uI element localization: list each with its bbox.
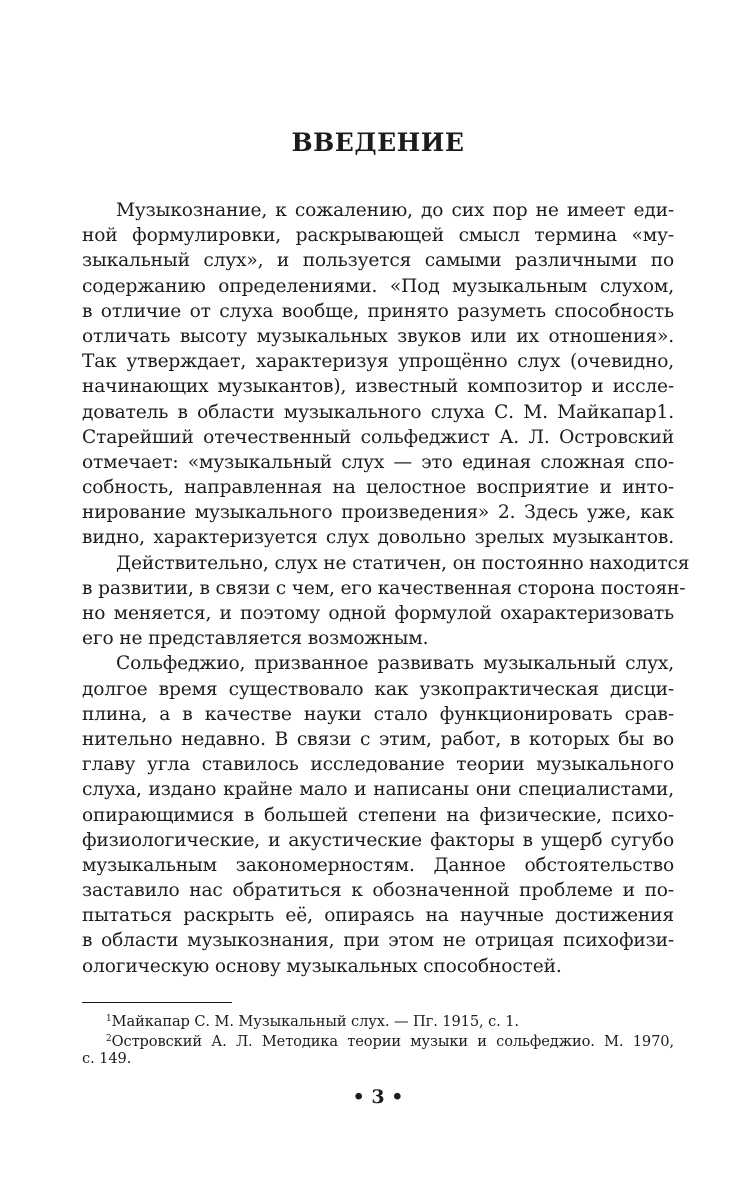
body-line: музыкальным закономерностям. Данное обстоятельство (82, 854, 674, 876)
body-line: Действительно, слух не статичен, он постоянно находится (116, 552, 690, 574)
body-line: плина, а в качестве науки стало функционировать срав- (82, 703, 674, 725)
body-line: отличать высоту музыкальных звуков или их отношения». (82, 325, 674, 347)
body-line: ной формулировки, раскрывающей смысл термина «му- (82, 225, 674, 247)
body-line: начинающих музыкантов), известный композитор и иссле- (82, 376, 674, 398)
footnote-mark: 1 (106, 1014, 112, 1024)
body-line: Музыкознание, к сожалению, до сих пор не имеет еди- (116, 200, 674, 221)
body-line: нительно недавно. В связи с этим, работ, в которых бы во (82, 728, 674, 750)
body-line: собность, направленная на целостное восприятие и инто- (82, 477, 674, 499)
footnote-text: Островский А. Л. Методика теории музыки и сольфеджио. М. 1970, (111, 1032, 674, 1050)
body-line: но меняется, и поэтому одной формулой охарактеризовать (82, 603, 674, 624)
footnote-divider (82, 1002, 232, 1003)
footnote-1 (82, 1010, 674, 1030)
body-line: долгое время существовало как узкопрактическая дисци- (82, 678, 674, 700)
body-line: дователь в области музыкального слуха С. М. Майкапар1. (82, 401, 674, 423)
body-line: Так утверждает, характеризуя упрощённо слух (очевидно, (82, 351, 674, 373)
body-line: его не представляется возможным. (82, 628, 429, 650)
body-line: в области музыкознания, при этом не отрицая психофизи- (82, 930, 674, 952)
body-text (82, 198, 690, 979)
footnote-2 (82, 1030, 674, 1050)
body-line: пытаться раскрыть её, опираясь на научные достижения (82, 905, 674, 927)
footnotes (82, 1010, 674, 1069)
body-line: Сольфеджио, призванное развивать музыкальный слух, (116, 653, 674, 675)
body-line: заставило нас обратиться к обозначенной проблеме и по- (82, 880, 674, 902)
footnote-2-continuation: с. 149. (82, 1050, 132, 1067)
body-line: опирающимися в большей степени на физические, психо- (82, 804, 674, 826)
body-line: в развитии, в связи с чем, его качественная сторона постоян- (82, 577, 686, 599)
body-line: слуха, издано крайне мало и написаны они специалистами, (82, 779, 674, 801)
body-line: Старейший отечественный сольфеджист А. Л. Островский (82, 426, 674, 448)
body-line: нирование музыкального произведения» 2. Здесь уже, как (82, 502, 674, 524)
body-line: физиологические, и акустические факторы в ущерб сугубо (82, 829, 674, 851)
footnote-text: Майкапар С. М. Музыкальный слух. — Пг. 1915, с. 1. (111, 1013, 519, 1030)
body-line: в отличие от слуха вообще, принято разуметь способность (82, 300, 674, 322)
footnote-mark: 2 (106, 1033, 112, 1044)
body-line: содержанию определениями. «Под музыкальным слухом, (82, 275, 674, 297)
chapter-title: ВВЕДЕНИЕ (291, 128, 465, 157)
page-number: • 3 • (352, 1086, 404, 1108)
body-line: зыкальный слух», и пользуется самыми различными по (82, 250, 674, 272)
body-line: видно, характеризуется слух довольно зрелых музыкантов. (82, 527, 674, 549)
body-line: главу угла ставилось исследование теории музыкального (82, 754, 674, 776)
body-line: отмечает: «музыкальный слух — это единая сложная спо- (82, 451, 674, 473)
body-line: ологическую основу музыкальных способностей. (82, 955, 562, 977)
